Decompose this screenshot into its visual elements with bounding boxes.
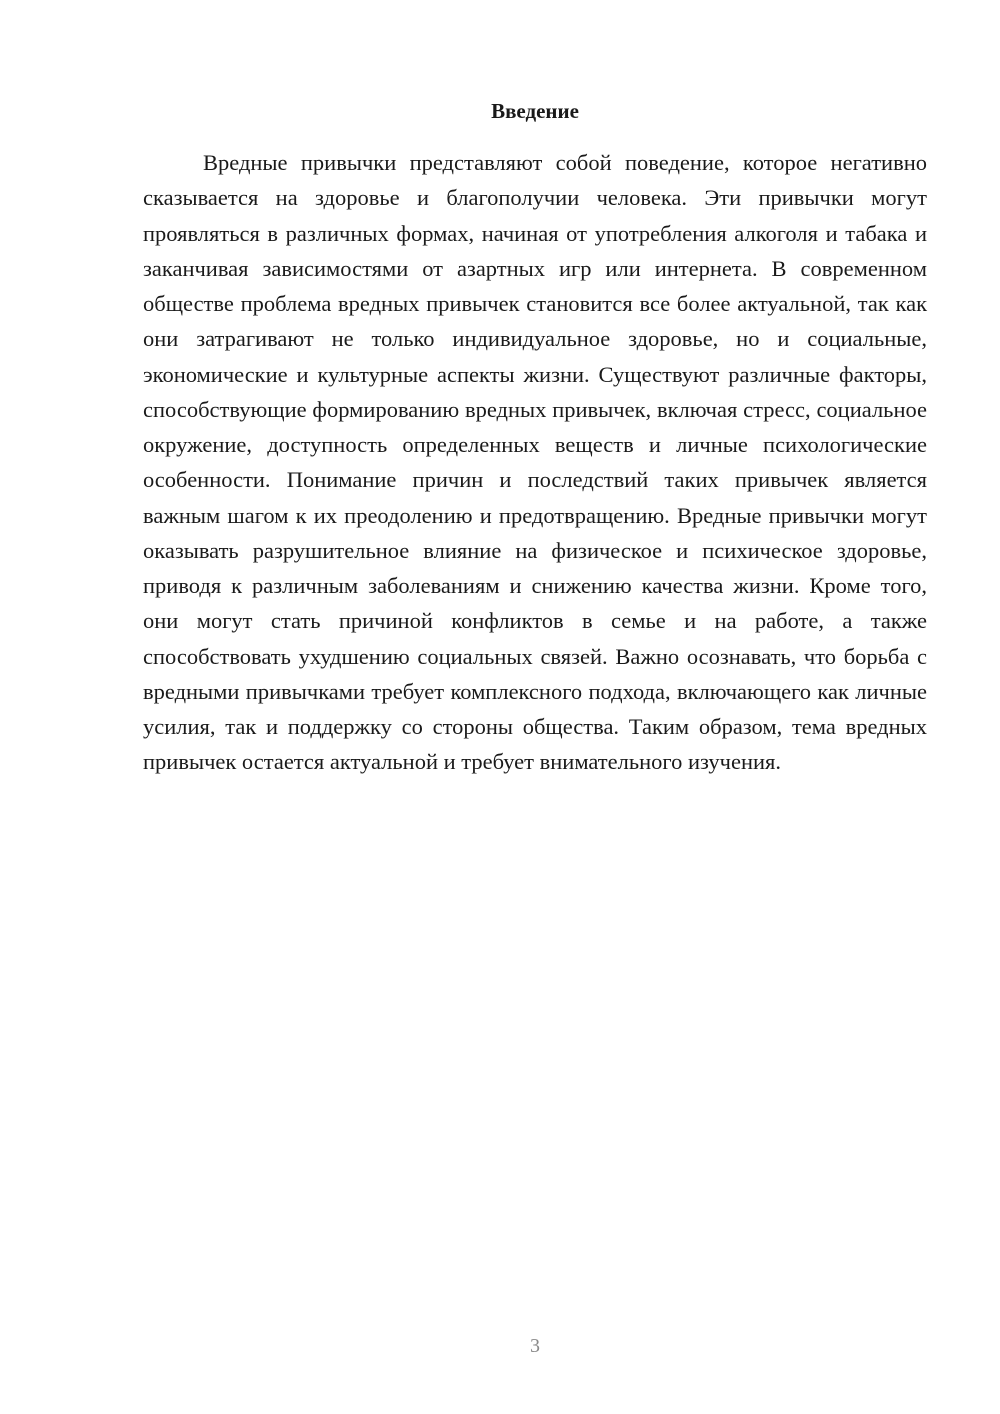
section-heading: Введение (491, 99, 579, 123)
page-number: 3 (530, 1335, 540, 1357)
body-paragraph: Вредные привычки представляют собой поведение, которое негативно сказывается на здоровье и благополучии человека. Эти привычки могут проявляться в различных формах, начиная от употребления алкоголя и табака и заканчивая зависимостями от азартных игр или интернета. В современном обществе проблема вредных привычек становится все более актуальной, так как они затрагивают не только индивидуальное здоровье, но и социальные, экономические и культурные аспекты жизни. Существуют различные факторы, способствующие формированию вредных привычек, включая стресс, социальное окружение, доступность определенных веществ и личные психологические особенности. Понимание причин и последствий таких привычек является важным шагом к их преодолению и предотвращению. Вредные привычки могут оказывать разрушительное влияние на физическое и психическое здоровье, приводя к различным заболеваниям и снижению качества жизни. Кроме того, они могут стать причиной конфликтов в семье и на работе, а также способствовать ухудшению социальных связей. Важно осознавать, что борьба с вредными привычками требует комплексного подхода, включающего как личные усилия, так и поддержку со стороны общества. Таким образом, тема вредных привычек остается актуальной и требует внимательного изучения. (143, 150, 927, 775)
